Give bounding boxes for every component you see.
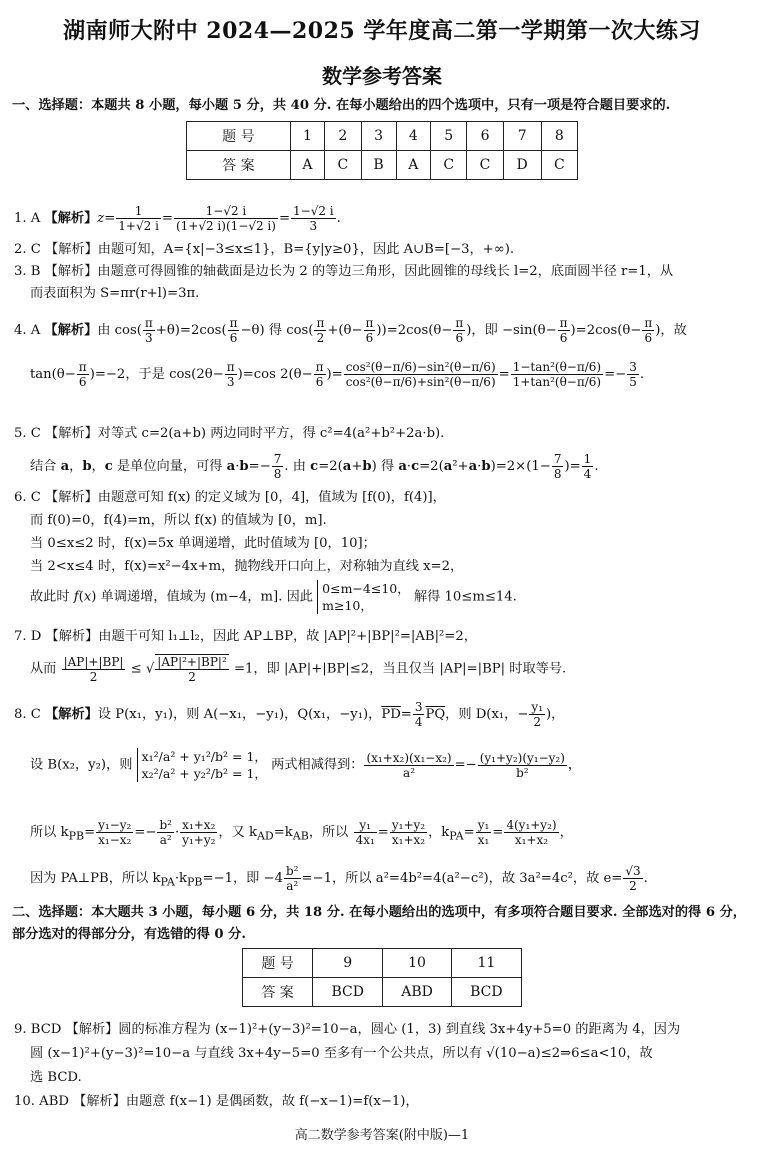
solution-q8-line1: 8. C 【解析】设 P(x₁，y₁)，则 A(−x₁，−y₁)，Q(x₁，−y₁)，$\overline{PD}=$ $\frac{3}{4}$ $\overline{PQ}$，则 D(x₁，− $\frac{\text{y₁}}{2}$ )， bbox=[14, 700, 565, 729]
solution-q1: 1. A 【解析】z= $\frac{1}{1+√2 i}$ = $\frac{1-√2 i}{(1+√2 i)(1-√2 i)}$ = $\frac{1-√2 i}{3}$ . bbox=[14, 204, 341, 233]
solution-q4-line2: tan(θ− $\frac{\pi}{6}$ )=−2，于是 cos(2θ− $\frac{\pi}{3}$ )=cos 2(θ− $\frac{\pi}{6}$ )= $\frac{\text{cos²(θ−π/6)−sin²(θ−π/6)}}{\text{cos²(θ−π/6)+sin²(θ−π/6)}}$ = $\frac{\text{1−tan²(θ−π/6)}}{\text{1+tan²(θ−π/6)}}$ =− $\frac{3}{5}$ . bbox=[30, 360, 645, 389]
solution-q9-line1: 9. BCD 【解析】圆的标准方程为 (x−1)²+(y−3)²=10−a，圆心 (1，3) 到直线 3x+4y+5=0 的距离为 4，因为 bbox=[14, 1022, 681, 1037]
question-number-cell: 10 bbox=[383, 949, 451, 978]
document-subtitle: 数学参考答案 bbox=[322, 64, 442, 88]
answer-cell: ABD bbox=[383, 978, 451, 1007]
table-row-numbers bbox=[243, 949, 522, 978]
answer-cell: C bbox=[541, 151, 577, 180]
question-number-cell: 9 bbox=[313, 949, 383, 978]
answer-cell: C bbox=[467, 151, 503, 180]
question-number-cell: 7 bbox=[503, 122, 541, 151]
solution-q8-line4: 因为 PA⊥PB，所以 $k_{PA}\cdot k_{PB}=-1$，即 −4 $\frac{\text{b²}}{\text{a²}}$ =−1，所以 a²=4b²=4(a²−c²)，故 3a²=4c²，故 e= $\frac{√3}{2}$ . bbox=[30, 864, 648, 893]
solution-q9-line3: 选 BCD. bbox=[30, 1070, 82, 1085]
solution-q4-line1: 4. A 【解析】由 cos( $\frac{\pi}{3}$ +θ)=2cos( $\frac{\pi}{6}$ −θ) 得 cos( $\frac{\pi}{2}$ +(θ− $\frac{\pi}{6}$ ))=2cos(θ− $\frac{\pi}{6}$ )，即 −sin(θ− $\frac{\pi}{6}$ )=2cos(θ− $\frac{\pi}{6}$ )，故 bbox=[14, 316, 687, 345]
section-2-heading-line1: 二、选择题：本大题共 3 小题，每小题 6 分，共 18 分. 在每小题给出的选项中，有多项符合题目要求. 全部选对的得 6 分， bbox=[12, 905, 746, 920]
document-title: 湖南师大附中 2024—2025 学年度高二第一学期第一次大练习 bbox=[63, 18, 701, 44]
answer-cell: A bbox=[396, 151, 430, 180]
question-number-cell: 1 bbox=[290, 122, 324, 151]
solution-q6-line4: 当 2<x≤4 时，f(x)=x²−4x+m，抛物线开口向上，对称轴为直线 x=2， bbox=[30, 559, 464, 574]
solution-q9-line2: 圆 (x−1)²+(y−3)²=10−a 与直线 3x+4y−5=0 至多有一个公共点，所以有 √(10−a)≤2⇒6≤a<10，故 bbox=[30, 1046, 653, 1061]
answer-cell: D bbox=[503, 151, 541, 180]
answer-cell: BCD bbox=[451, 978, 521, 1007]
table-row-label: 答 案 bbox=[243, 978, 313, 1007]
solution-q10-line1: 10. ABD 【解析】由题意 f(x−1) 是偶函数，故 f(−x−1)=f(x−1)， bbox=[14, 1094, 419, 1109]
table-row-label: 题 号 bbox=[243, 949, 313, 978]
table-row-label: 题 号 bbox=[187, 122, 291, 151]
solution-q7-line1: 7. D 【解析】由题干可知 l₁⊥l₂，因此 AP⊥BP，故 |AP|²+|BP|²=|AB|²=2， bbox=[14, 629, 477, 644]
solution-q6-line3: 当 0≤x≤2 时，f(x)=5x 单调递增，此时值域为 [0，10]； bbox=[30, 536, 376, 551]
table-row-answers bbox=[243, 978, 522, 1007]
solution-q8-line3: 所以 $k_{PB}=$ $\frac{\text{y₁−y₂}}{\text{x₁−x₂}}$ =− $\frac{\text{b²}}{\text{a²}}$ · $\frac{\text{x₁+x₂}}{\text{y₁+y₂}}$ ，又 $k_{AD}=k_{AB}$，所以 $\frac{\text{y₁}}{\text{4x₁}}$ = $\frac{\text{y₁+y₂}}{\text{x₁+x₂}}$ ，$k_{PA}=$ $\frac{\text{y₁}}{\text{x₁}}$ = $\frac{\text{4(y₁+y₂)}}{\text{x₁+x₂}}$ ， bbox=[30, 818, 573, 847]
answer-table-2 bbox=[242, 948, 522, 1007]
answer-cell: A bbox=[290, 151, 324, 180]
solution-q6-line5: 故此时 f(x) 单调递增，值域为 (m−4，m]. 因此 0≤m−4≤10， m≥10， 解得 10≤m≤14. bbox=[30, 581, 517, 613]
solution-q6-line2: 而 f(0)=0，f(4)=m，所以 f(x) 的值域为 [0，m]. bbox=[30, 513, 327, 528]
answer-table-1 bbox=[186, 121, 578, 180]
answer-cell: C bbox=[325, 151, 361, 180]
table-row-numbers bbox=[187, 122, 578, 151]
question-number: 1. A bbox=[14, 211, 41, 226]
question-number-cell: 8 bbox=[541, 122, 577, 151]
solution-q2: 2. C 【解析】由题可知，A={x|−3≤x≤1}，B={y|y≥0}，因此 A∪B=[−3，+∞). bbox=[14, 242, 515, 257]
answer-cell: BCD bbox=[313, 978, 383, 1007]
analysis-tag: 【解析】 bbox=[44, 211, 98, 226]
section-2-heading-line2: 部分选对的得部分分，有选错的得 0 分. bbox=[12, 927, 246, 942]
question-number-cell: 5 bbox=[431, 122, 467, 151]
question-number-cell: 11 bbox=[451, 949, 521, 978]
table-row-label: 答 案 bbox=[187, 151, 291, 180]
table-row-answers bbox=[187, 151, 578, 180]
solution-q6-line1: 6. C 【解析】由题意可知 f(x) 的定义域为 [0，4]，值域为 [f(0)，f(4)]， bbox=[14, 490, 446, 505]
solution-q3-line1: 3. B 【解析】由题意可得圆锥的轴截面是边长为 2 的等边三角形，因此圆锥的母线长 l=2，底面圆半径 r=1，从 bbox=[14, 264, 674, 279]
solution-q5-line1: 5. C 【解析】对等式 c=2(a+b) 两边同时平方，得 c²=4(a²+b²+2a·b). bbox=[14, 426, 445, 441]
question-number-cell: 2 bbox=[325, 122, 361, 151]
section-1-heading: 一、选择题：本题共 8 小题，每小题 5 分，共 40 分. 在每小题给出的四个选项中，只有一项是符合题目要求的. bbox=[12, 98, 671, 113]
answer-cell: C bbox=[431, 151, 467, 180]
question-number-cell: 6 bbox=[467, 122, 503, 151]
page-footer: 高二数学参考答案(附中版)—1 bbox=[294, 1128, 470, 1143]
solution-q7-line2: 从而 $\frac{|AP|+|BP|}{2}$ ≤ √ $\frac{\text{|AP|²+|BP|²}}{2}$ =1，即 |AP|+|BP|≤2，当且仅当 |AP|=|BP| 时取等号. bbox=[30, 654, 567, 684]
question-number-cell: 4 bbox=[396, 122, 430, 151]
question-number-cell: 3 bbox=[361, 122, 396, 151]
solution-q5-line2: 结合 a，b，c 是单位向量，可得 a·b=− $\frac{7}{8}$ . 由 c=2(a+b) 得 a·c=2(a²+a·b)=2×(1− $\frac{7}{8}$ )= $\frac{1}{4}$ . bbox=[30, 452, 599, 481]
answer-cell: B bbox=[361, 151, 396, 180]
solution-q3-line2: 而表面积为 S=πr(r+l)=3π. bbox=[30, 286, 200, 301]
solution-q8-line2: 设 B(x₂，y₂)，则 x₁²/a² + y₁²/b² = 1， x₂²/a² + y₂²/b² = 1， 两式相减得到： $\frac{\text{(x₁+x₂)(x₁−x₂)}}{\text{a²}}$ =− $\frac{\text{(y₁+y₂)(y₁−y₂)}}{\text{b²}}$ ， bbox=[30, 749, 582, 781]
